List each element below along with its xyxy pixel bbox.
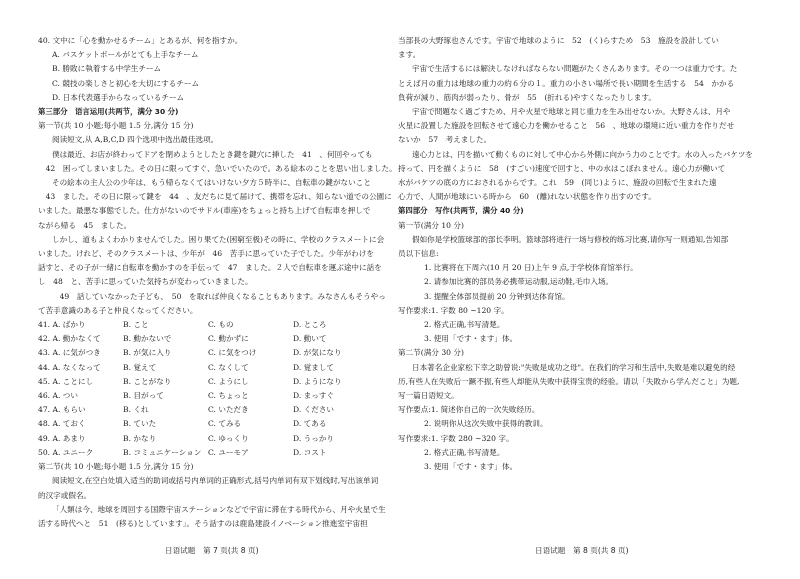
writing-requirement: 2. 格式正确,书写清楚。 [424, 320, 505, 330]
writing-point: 3. 提醒全体部员提前 20 分钟到达体育馆。 [424, 291, 570, 301]
section2-heading: 第二节(共 10 小题;每小题 1.5 分,满分 15 分) [38, 462, 194, 472]
options-row-49: 49. A. あまり B. かなり C. ゆっくり D. うっかり [38, 433, 335, 443]
passage-line: ます。 [398, 50, 421, 60]
option-40d: D. 日本代表選手からなっているチーム [52, 92, 185, 102]
part4-heading: 第四部分 写作(共两节，满分 40 分) [398, 206, 524, 216]
option-40b: B. 勝敗に執着する中学生チーム [52, 64, 162, 74]
passage-line: いました。けれど、そのクラスメートは、少年が 46 苦手に思っていた子でした。少年がわけを [38, 249, 374, 259]
passage-line: し 48 と、苦手に思っていた気持ちが変わっていきました。 [38, 277, 253, 287]
passage-line: 49 話していなかった子ども、 50 を取れば仲良くなることもあります。みなさんもそうやっ [52, 291, 386, 301]
passage-line: しかし、道もよくわかりませんでした。困り果てた(困窮至极)その時に、学校のクラスメートに会 [52, 234, 385, 244]
writing-point: 2. 说明你从这次失败中获得的教训。 [424, 419, 548, 429]
writing-point: 2. 请参加比赛的部员务必携带运动服,运动鞋,毛巾入场。 [424, 277, 614, 287]
section2-instruction: 阅读短文,在空白处填入适当的助词或括号内单词的正确形式,括号内单词有双下划线时,写出该单词 [52, 476, 379, 486]
passage-line: 水がバケツの底の方におされるからです。これ 59 (同じ)ように、施設の回転で生まれた遠 [398, 178, 717, 188]
options-row-48: 48. A. ておく B. ていた C. てみる D. てある [38, 419, 327, 429]
right-page-column [398, 34, 768, 474]
page-footer-right: 日语试题 第 8 页(共 8 页) [535, 546, 629, 555]
passage-line: いました。最悪な事態でした。仕方がないのでサドル(車座)をちょっと持ち上げて自転車を押しで [38, 206, 371, 216]
writing-requirement: 3. 使用「です・ます」体。 [424, 462, 518, 472]
options-row-43: 43. A. に気がつき B. が気に入り C. に気をつけ D. が気になり [38, 348, 342, 358]
options-row-44: 44. A. なくなって B. 覚えて C. なくして D. 覚まして [38, 362, 335, 372]
passage-line: 火星に設置した施設を回転させて遠心力を働かせること 56 、地球の環境に近い重力を作りだせ [398, 121, 735, 131]
passage-line: 話すと、その子が一緒に自転車を動かすのを手伝って 47 ました。２人で自転車を運ぶ途中に話を [38, 263, 382, 273]
passage-line: 心力で、人間が地球にいる時から 60 (離)れない状態を作り出すのです。 [398, 192, 656, 202]
passage-line: ながら帰る 45 ました。 [38, 220, 132, 230]
option-40a: A. バスケットボールがとても上手なチーム [52, 50, 199, 60]
writing-section2-heading: 第二节(满分 30 分) [398, 348, 464, 358]
writing-prompt: 假如你是学校篮球部的部长李明。篮球部将进行一场与修校的练习比赛,请你写一则通知,告知部 [412, 234, 729, 244]
writing-requirement: 写作要求:1. 字数 280 ~320 字。 [398, 433, 514, 443]
passage-line: 僕は最近、お店が終わってドアを閉めようとしたとき鍵を鍵穴に挿した 41 、何回やっても [52, 149, 373, 159]
passage-line: 宇宙で生活するには解決しなければならない問題がたくさんあります。その一つは重力です。た [412, 64, 738, 74]
passage-line: とえば月の重力は地球の重力の約６分の１。重力の小さい場所で長い期間を生活する 54 かかる [398, 78, 735, 88]
writing-requirement: 写作要求:1. 字数 80 ~120 字。 [398, 305, 509, 315]
passage-line: て苦手意識のある子と仲良くなってください。 [38, 305, 198, 315]
options-row-45: 45. A. ことにし B. ことがなり C. ようにし D. ようになり [38, 376, 342, 386]
passage-line: 当部長の大野琢也さんです。宇宙で地球のように 52 (く)らすため 53 施設を設計してい [398, 36, 719, 45]
part3-heading: 第三部分 语言运用(共两节，满分 30 分) [38, 107, 179, 117]
passage-line: 「人類は今、地球を周回する国際宇宙ステーションなどで宇宙に滞在する時代から、月や火星で生 [52, 504, 386, 514]
options-row-46: 46. A. つい B. 目がって C. ちょっと D. まっすぐ [38, 391, 335, 401]
left-page-column [38, 34, 397, 531]
writing-prompt: 历,有些人在失败后一蹶不振,有些人却能从失败中获得宝贵的经验。请以「失敗から学んだこと」为题, [398, 376, 740, 386]
writing-requirement: 2. 格式正确,书写清楚。 [424, 447, 505, 457]
options-row-50: 50. A. ユニーク B. コミュニケーション C. ユーモア D. コスト [38, 447, 327, 457]
instruction: 阅读短文,从 A,B,C,D 四个选项中选出最佳选项。 [52, 135, 219, 145]
writing-prompt: 日本著名企业家松下幸之助曾说:"失败是成功之母"。在我们的学习和生活中,失败是难以避免的经 [412, 362, 736, 372]
writing-prompt: 员以下信息: [398, 249, 439, 259]
options-row-42: 42. A. 動かなくて B. 動かないで C. 動かずに D. 動いて [38, 334, 327, 344]
question-40: 40. 文中に「心を動かせるチーム」とあるが、何を指すか。 [38, 36, 243, 45]
passage-line: 負荷が減り、筋肉が弱ったり、骨が 55 (折れる)やすくなったりします。 [398, 92, 656, 102]
passage-line: 43 ました。その日に限って鍵を 44 、友だちに見て届けて、携帯を忘れ、知らない道での公園に [38, 192, 392, 202]
writing-prompt: 写一篇日语短文。 [398, 391, 459, 401]
passage-line: 42 困ってしまいました。その日に限ってすぐ、急いでいたので。ある絵本のことを思い出しました。 [38, 163, 397, 173]
passage-line: ないか 57 考えました。 [398, 135, 492, 145]
section2-instruction: 的汉字或假名。 [38, 490, 92, 500]
writing-point: 写作要点:1. 简述你自己的一次失败经历。 [398, 405, 540, 415]
section1-heading: 第一节(共 10 小题;每小题 1.5 分,满分 15 分) [38, 121, 194, 131]
options-row-47: 47. A. もらい B. くれ C. いただき D. ください [38, 405, 335, 415]
writing-point: 1. 比赛将在下周六(10 月 20 日)上午 9 点,于学校体育馆举行。 [424, 263, 638, 273]
options-row-41: 41. A. ばかり B. こと C. もの D. ところ [38, 320, 327, 330]
passage-line: 持って、円を描くように 58 (すごい)速度で回すと、中の水はこぼれません。遠心力が働いて [398, 163, 726, 173]
passage-line: 遠心力とは、円を描いて動くものに対して中心から外側に向かう力のことです。水の入ったバケツを [412, 149, 754, 159]
passage-line: 活する時代へと 51 (移る)としています」。そう話すのは鹿島建設イノベーション推進室宇宙担 [38, 518, 368, 528]
passage-line: その絵本の主人公の少年は、もう帰らなくてはいけない夕方５時半に、自転車の鍵がないこと [52, 178, 371, 188]
writing-requirement: 3. 使用「です・ます」体。 [424, 334, 518, 344]
writing-section1-heading: 第一节(满分 10 分) [398, 220, 464, 230]
passage-line: 宇宙で問題なく過ごすため、月や火星で地球と同じ重力を生み出せないか。大野さんは、月や [412, 107, 731, 117]
option-40c: C. 競技の楽しさと初心を大切にするチーム [52, 78, 200, 88]
page-footer-left: 日语试题 第 7 页(共 8 页) [165, 546, 259, 555]
